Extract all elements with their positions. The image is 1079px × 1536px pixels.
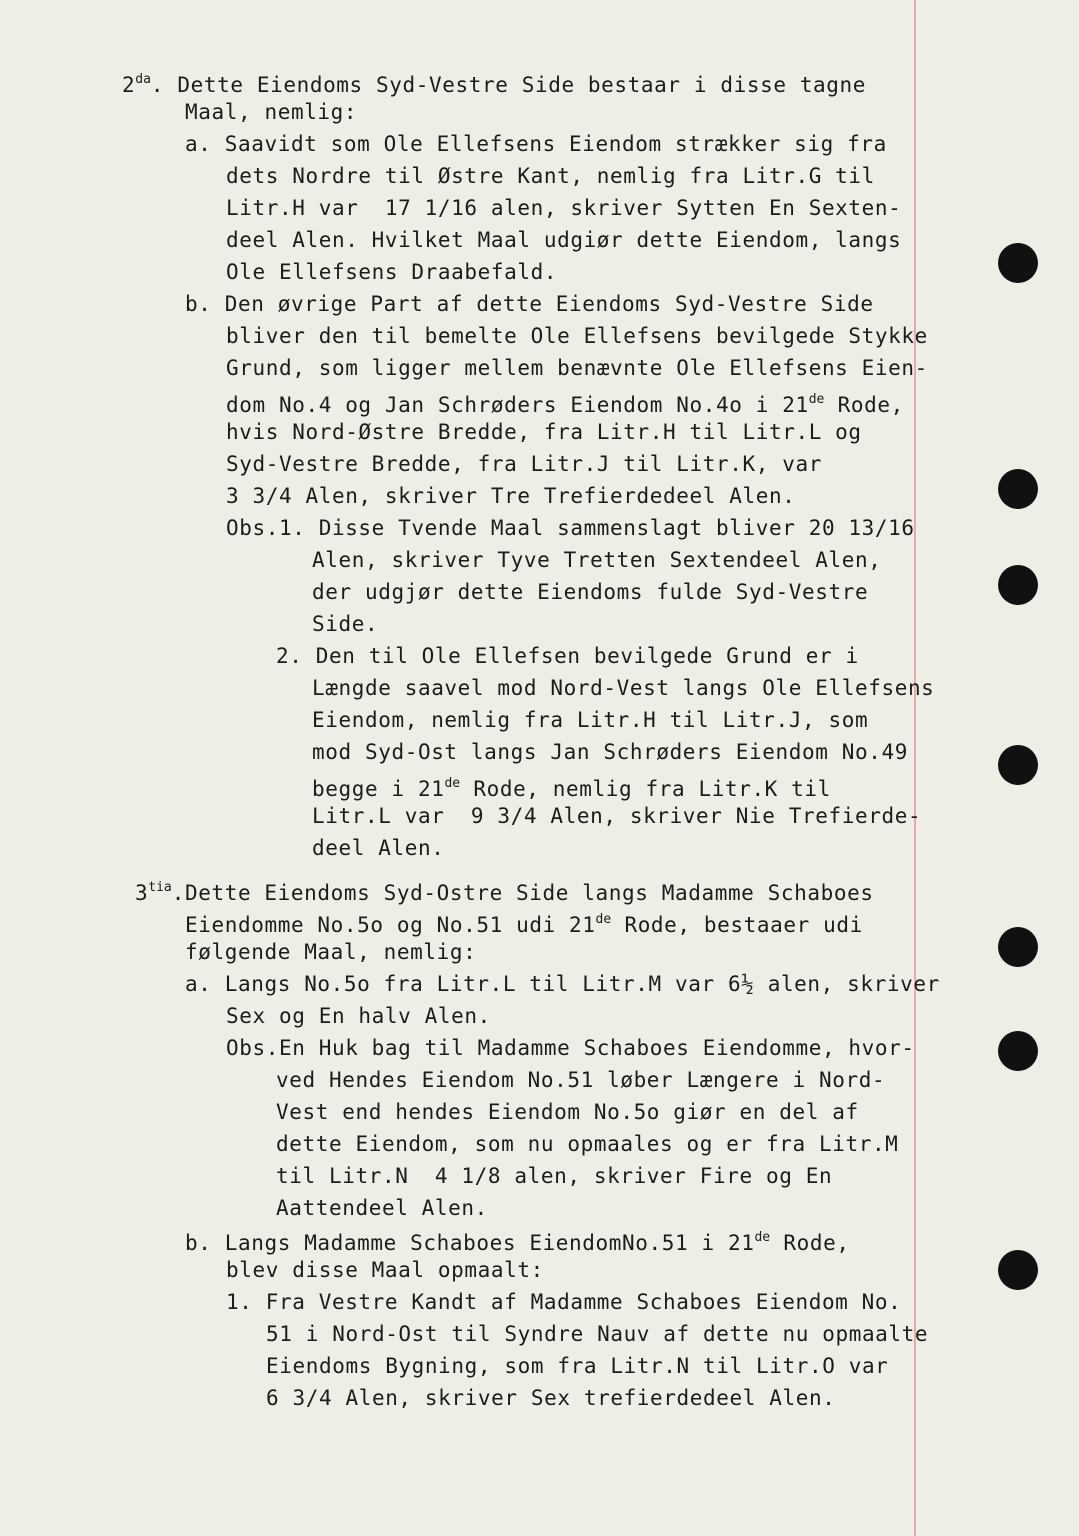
- text-line: Syd-Vestre Bredde, fra Litr.J til Litr.K, var: [226, 452, 822, 476]
- text-line: begge i 21de Rode, nemlig fra Litr.K til: [312, 776, 831, 801]
- punch-hole: [998, 1250, 1038, 1290]
- text-line: Maal, nemlig:: [185, 100, 358, 124]
- text-line: 51 i Nord-Ost til Syndre Nauv af dette nu opmaalte: [266, 1322, 929, 1346]
- margin-rule: [914, 0, 916, 1536]
- text-line: Eiendoms Bygning, som fra Litr.N til Litr.O var: [266, 1354, 889, 1378]
- text-line: dets Nordre til Østre Kant, nemlig fra Litr.G til: [226, 164, 875, 188]
- text-line: Litr.H var 17 1/16 alen, skriver Sytten En Sexten-: [226, 196, 902, 220]
- punch-hole: [998, 469, 1038, 509]
- text-line: 1. Fra Vestre Kandt af Madamme Schaboes Eiendom No.: [226, 1290, 902, 1314]
- text-line: $2^{da}$. Dette Eiendoms Syd-Vestre Side bestaar i disse tagne: [122, 72, 867, 97]
- text-line: der udgjør dette Eiendoms fulde Syd-Vestre: [312, 580, 869, 604]
- punch-hole: [998, 1031, 1038, 1071]
- punch-hole: [998, 745, 1038, 785]
- text-line: b. Langs Madamme Schaboes EiendomNo.51 i 21de Rode,: [185, 1230, 850, 1255]
- text-line: Ole Ellefsens Draabefald.: [226, 260, 558, 284]
- text-line: Litr.L var 9 3/4 Alen, skriver Nie Trefierde-: [312, 804, 922, 828]
- text-line: Vest end hendes Eiendom No.5o giør en del af: [276, 1100, 859, 1124]
- text-line: hvis Nord-Østre Bredde, fra Litr.H til Litr.L og: [226, 420, 862, 444]
- punch-hole: [998, 243, 1038, 283]
- text-line: Aattendeel Alen.: [276, 1196, 488, 1220]
- text-line: Grund, som ligger mellem benævnte Ole Ellefsens Eien-: [226, 356, 928, 380]
- text-line: 2. Den til Ole Ellefsen bevilgede Grund er i: [276, 644, 859, 668]
- text-line: Længde saavel mod Nord-Vest langs Ole Ellefsens: [312, 676, 935, 700]
- text-line: deel Alen.: [312, 836, 445, 860]
- text-line: Obs.1. Disse Tvende Maal sammenslagt bliver 20 13/16: [226, 516, 915, 540]
- text-line: Alen, skriver Tyve Tretten Sextendeel Alen,: [312, 548, 882, 572]
- text-line: Side.: [312, 612, 379, 636]
- text-line: a. Saavidt som Ole Ellefsens Eiendom strækker sig fra: [185, 132, 887, 156]
- punch-hole: [998, 927, 1038, 967]
- text-line: a. Langs No.5o fra Litr.L til Litr.M var 6½ alen, skriver: [185, 972, 940, 996]
- text-line: deel Alen. Hvilket Maal udgiør dette Eiendom, langs: [226, 228, 902, 252]
- text-line: dette Eiendom, som nu opmaales og er fra Litr.M: [276, 1132, 899, 1156]
- text-line: mod Syd-Ost langs Jan Schrøders Eiendom No.49: [312, 740, 908, 764]
- text-line: blev disse Maal opmaalt:: [226, 1258, 544, 1282]
- text-line: bliver den til bemelte Ole Ellefsens bevilgede Stykke: [226, 324, 928, 348]
- text-line: Obs.En Huk bag til Madamme Schaboes Eiendomme, hvor-: [226, 1036, 915, 1060]
- text-line: $3^{tia}.Dette$ Eiendoms Syd-Ostre Side langs Madamme Schaboes: [135, 880, 874, 905]
- punch-hole: [998, 565, 1038, 605]
- text-line: følgende Maal, nemlig:: [185, 940, 477, 964]
- text-line: dom No.4 og Jan Schrøders Eiendom No.4o i 21de Rode,: [226, 392, 904, 417]
- text-line: til Litr.N 4 1/8 alen, skriver Fire og En: [276, 1164, 833, 1188]
- text-line: b. Den øvrige Part af dette Eiendoms Syd-Vestre Side: [185, 292, 874, 316]
- text-line: ved Hendes Eiendom No.51 løber Længere i Nord-: [276, 1068, 886, 1092]
- text-line: Sex og En halv Alen.: [226, 1004, 491, 1028]
- text-line: Eiendom, nemlig fra Litr.H til Litr.J, som: [312, 708, 869, 732]
- text-line: Eiendomme No.5o og No.51 udi 21de Rode, bestaaer udi: [185, 912, 863, 937]
- text-line: 3 3/4 Alen, skriver Tre Trefierdedeel Alen.: [226, 484, 796, 508]
- text-line: 6 3/4 Alen, skriver Sex trefierdedeel Alen.: [266, 1386, 836, 1410]
